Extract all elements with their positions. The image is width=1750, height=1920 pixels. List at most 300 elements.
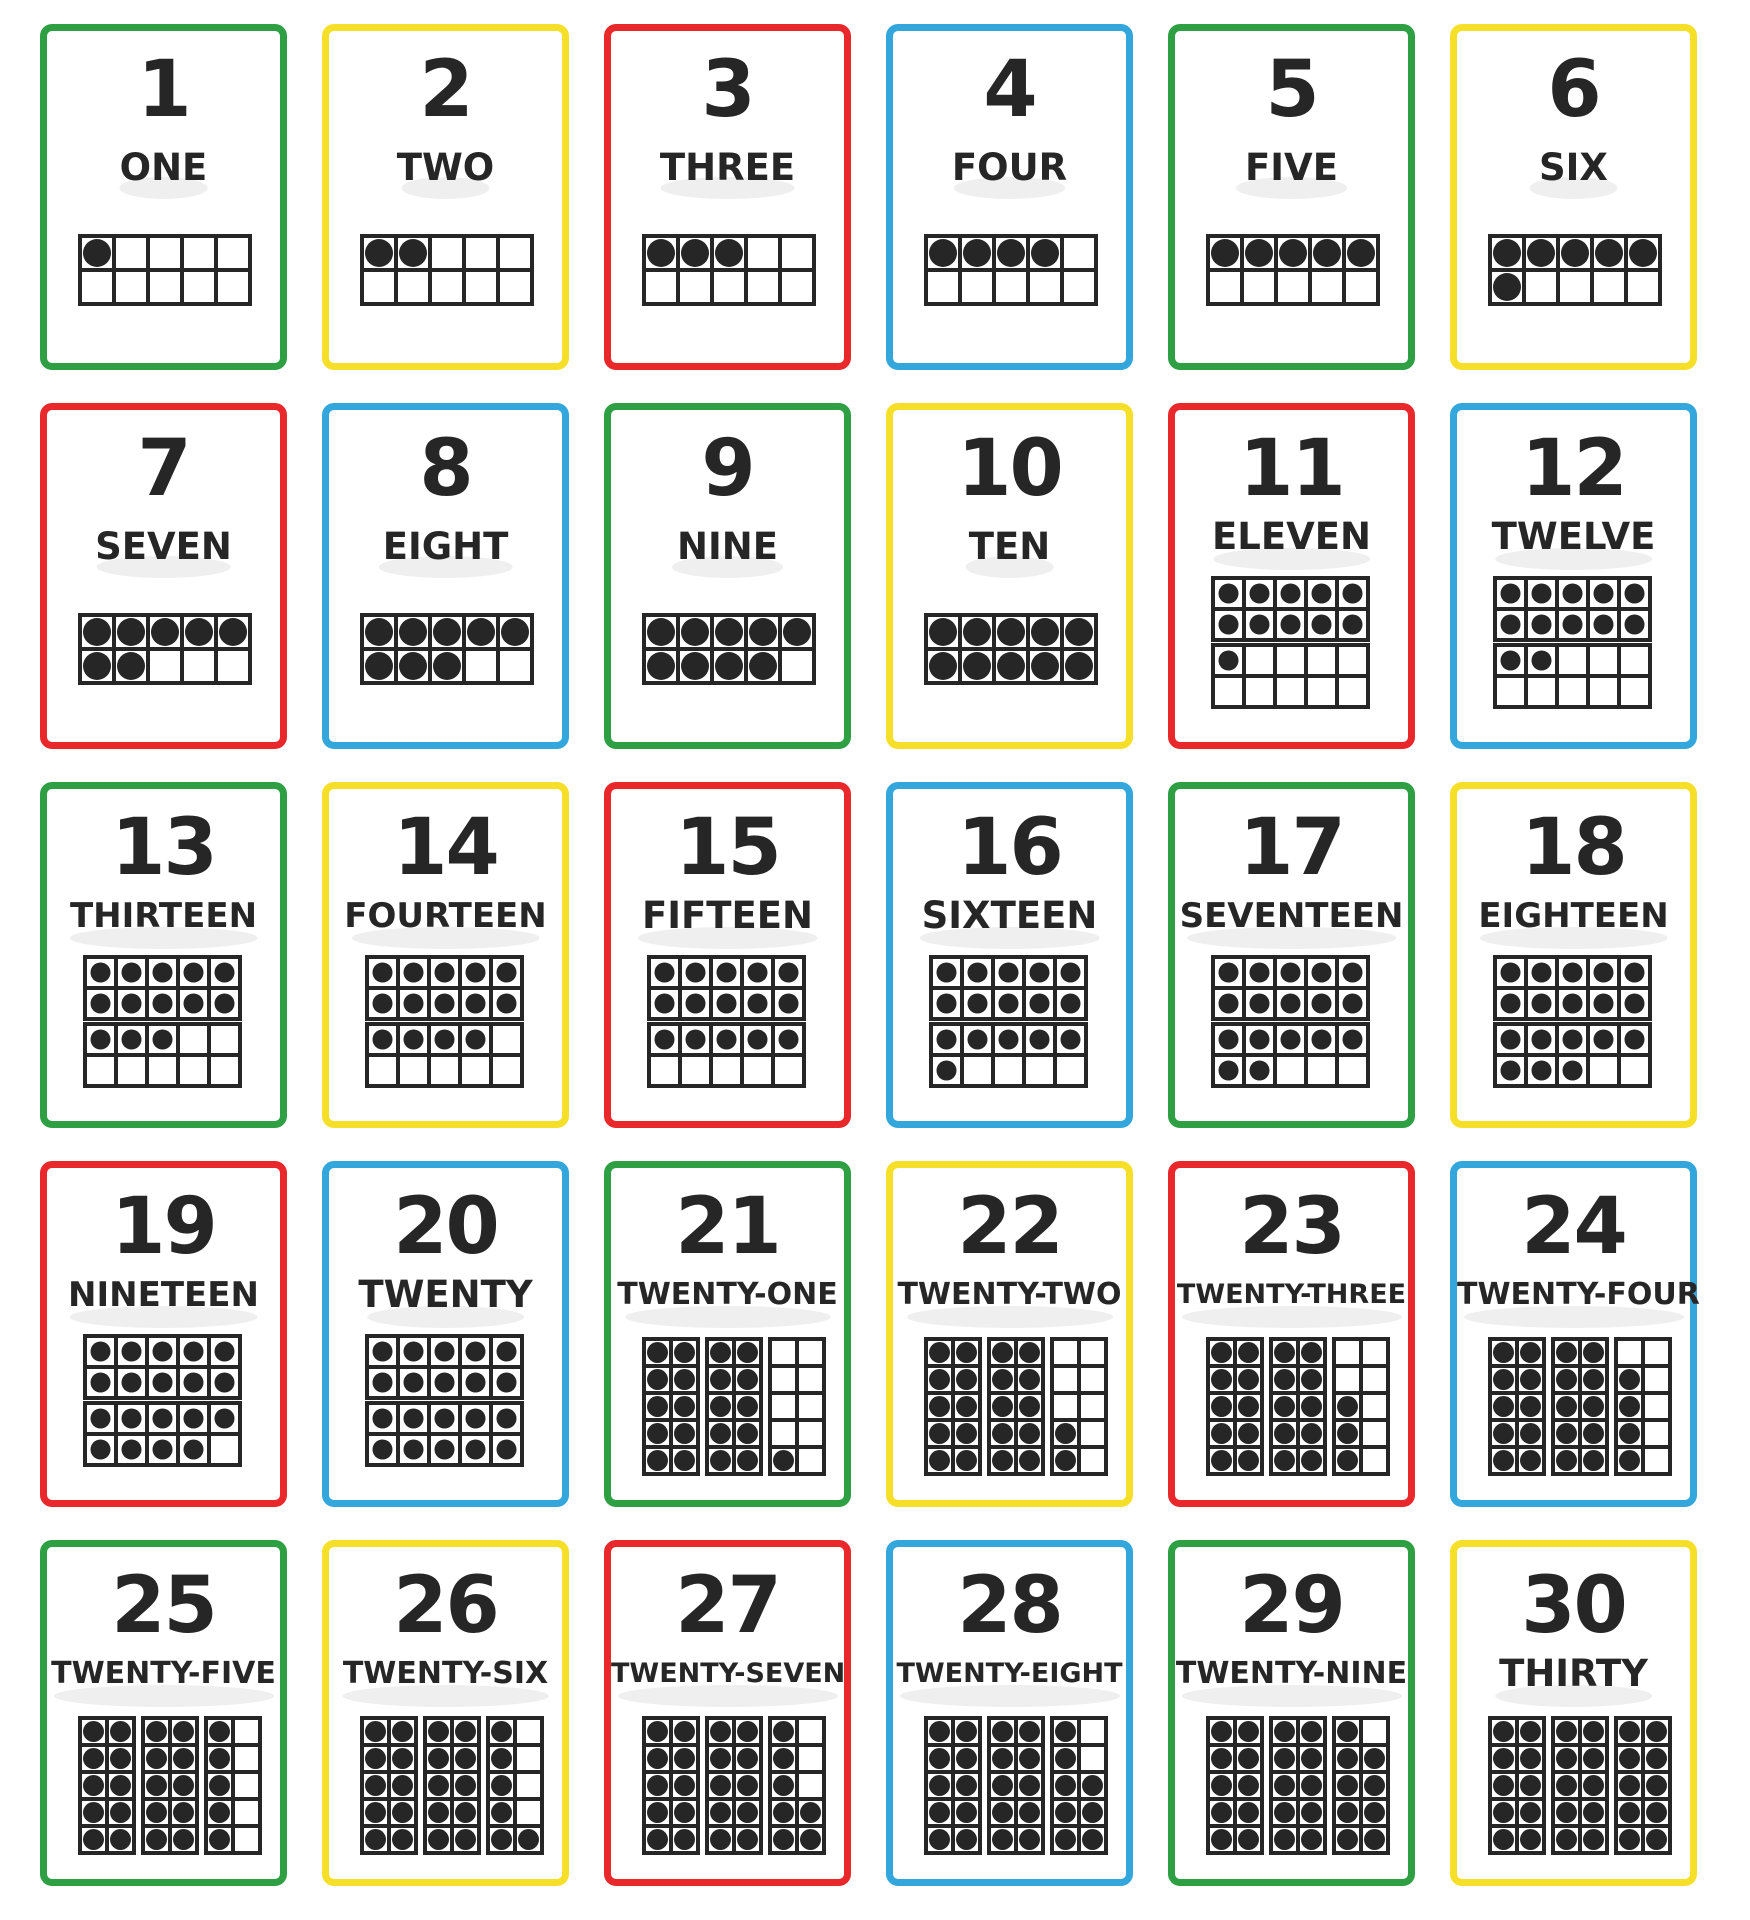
counter-dot [1501, 963, 1521, 983]
counter-dot [1337, 1721, 1358, 1742]
counter-dot [83, 1748, 104, 1769]
counter-dot [1055, 1829, 1076, 1850]
counter-dot [1219, 1061, 1239, 1081]
counter-dot [1238, 1423, 1259, 1444]
number-card [40, 1161, 287, 1507]
card-numeral: 21 [675, 1182, 780, 1272]
counter-dot [1019, 1829, 1040, 1850]
counter-dot [491, 1721, 512, 1742]
ten-frame-area [47, 1547, 280, 1879]
ten-frame-area [329, 1168, 562, 1500]
ten-frame-area [1175, 410, 1408, 742]
counter-dot [968, 994, 988, 1014]
counter-dot [710, 1829, 731, 1850]
counter-dot [433, 652, 461, 680]
ten-frame-area [329, 789, 562, 1121]
counter-dot [686, 963, 706, 983]
ten-frame-area [47, 789, 280, 1121]
ten-frame [362, 1718, 416, 1853]
counter-dot [773, 1450, 794, 1471]
card-number-word: TWENTY-THREE [1176, 1279, 1407, 1310]
counter-dot [800, 1829, 821, 1850]
ten-frame [1616, 1718, 1670, 1853]
ten-frame [1208, 236, 1378, 304]
number-card [1450, 403, 1697, 749]
counter-dot [992, 1748, 1013, 1769]
ten-frame [1208, 1339, 1262, 1474]
counter-dot [153, 1440, 173, 1460]
counter-dot [1583, 1802, 1604, 1823]
counter-dot [773, 1802, 794, 1823]
ten-frame-area [1457, 410, 1690, 742]
card-numeral: 11 [1239, 424, 1344, 514]
counter-dot [373, 1342, 393, 1362]
counter-dot [428, 1721, 449, 1742]
number-card [322, 24, 569, 370]
card-numeral: 29 [1239, 1561, 1344, 1651]
counter-dot [1019, 1396, 1040, 1417]
counter-dot [1238, 1396, 1259, 1417]
counter-dot [1274, 1450, 1295, 1471]
counter-dot [404, 963, 424, 983]
counter-dot [466, 1373, 486, 1393]
counter-dot [1211, 1450, 1232, 1471]
counter-dot [497, 1342, 517, 1362]
counter-dot [1532, 994, 1552, 1014]
counter-dot [1532, 963, 1552, 983]
counter-dot [184, 1373, 204, 1393]
ten-frame-area [1175, 31, 1408, 363]
ten-frame [770, 1339, 824, 1474]
counter-dot [1501, 615, 1521, 635]
counter-dot [1082, 1829, 1103, 1850]
counter-dot [215, 1342, 235, 1362]
counter-dot [737, 1342, 758, 1363]
ten-frame [1490, 1718, 1544, 1853]
counter-dot [1556, 1450, 1577, 1471]
counter-dot [737, 1721, 758, 1742]
counter-dot [91, 963, 111, 983]
counter-dot [110, 1775, 131, 1796]
counter-dot [1238, 1748, 1259, 1769]
ten-frame-area [1175, 1168, 1408, 1500]
ten-frame [1495, 1024, 1650, 1086]
counter-dot [1337, 1802, 1358, 1823]
ten-frame-area [611, 31, 844, 363]
counter-dot [1619, 1775, 1640, 1796]
counter-dot [1520, 1369, 1541, 1390]
counter-dot [997, 618, 1025, 646]
counter-dot [365, 1802, 386, 1823]
ten-frame [926, 1339, 980, 1474]
counter-dot [373, 963, 393, 983]
counter-dot [1337, 1748, 1358, 1769]
counter-dot [1364, 1775, 1385, 1796]
ten-frame [926, 236, 1096, 304]
card-numeral: 17 [1239, 803, 1344, 893]
counter-dot [655, 994, 675, 1014]
ten-frame-area [1175, 1547, 1408, 1879]
ten-frame-area [1175, 789, 1408, 1121]
counter-dot [146, 1775, 167, 1796]
counter-dot [1301, 1829, 1322, 1850]
counter-dot [1219, 1030, 1239, 1050]
counter-dot [404, 1409, 424, 1429]
number-card [886, 1161, 1133, 1507]
counter-dot [1646, 1775, 1667, 1796]
counter-dot [929, 1450, 950, 1471]
counter-dot [674, 1450, 695, 1471]
card-numeral: 23 [1239, 1182, 1344, 1272]
ten-frame-area [893, 1168, 1126, 1500]
card-number-word: FOUR [951, 146, 1068, 189]
counter-dot [992, 1396, 1013, 1417]
card-number-word: SEVENTEEN [1179, 896, 1404, 936]
counter-dot [184, 1409, 204, 1429]
counter-dot [365, 239, 393, 267]
counter-dot [929, 652, 957, 680]
card-number-word: TWENTY-NINE [1175, 1656, 1408, 1691]
counter-dot [497, 1440, 517, 1460]
counter-dot [1493, 1721, 1514, 1742]
counter-dot [956, 1775, 977, 1796]
counter-dot [956, 1748, 977, 1769]
card-number-word: NINE [677, 525, 778, 568]
ten-frame [931, 957, 1086, 1019]
card-numeral: 27 [675, 1561, 780, 1651]
card-number-word: THREE [659, 146, 796, 189]
ten-frame [1553, 1718, 1607, 1853]
counter-dot [373, 1030, 393, 1050]
counter-dot [1364, 1829, 1385, 1850]
number-card [322, 403, 569, 749]
card-numeral: 26 [393, 1561, 498, 1651]
counter-dot [968, 963, 988, 983]
counter-dot [1646, 1829, 1667, 1850]
counter-dot [1583, 1369, 1604, 1390]
counter-dot [455, 1829, 476, 1850]
ten-frame [362, 236, 532, 304]
counter-dot [435, 994, 455, 1014]
counter-dot [1250, 584, 1270, 604]
counter-dot [783, 618, 811, 646]
counter-dot [1493, 1802, 1514, 1823]
counter-dot [1301, 1775, 1322, 1796]
number-card [1450, 24, 1697, 370]
counter-dot [1619, 1721, 1640, 1742]
ten-frame [425, 1718, 479, 1853]
counter-dot [1219, 584, 1239, 604]
counter-dot [1595, 239, 1623, 267]
counter-dot [992, 1342, 1013, 1363]
counter-dot [1629, 239, 1657, 267]
counter-dot [1030, 994, 1050, 1014]
counter-dot [428, 1802, 449, 1823]
ten-frame [367, 1336, 522, 1398]
counter-dot [647, 652, 675, 680]
counter-dot [435, 1409, 455, 1429]
counter-dot [466, 1440, 486, 1460]
counter-dot [1082, 1802, 1103, 1823]
counter-dot [1055, 1748, 1076, 1769]
number-card [604, 782, 851, 1128]
counter-dot [404, 1440, 424, 1460]
counter-dot [956, 1721, 977, 1742]
counter-dot [91, 1440, 111, 1460]
counter-dot [1625, 963, 1645, 983]
counter-dot [647, 1342, 668, 1363]
counter-dot [1031, 618, 1059, 646]
counter-dot [153, 994, 173, 1014]
counter-dot [1238, 1450, 1259, 1471]
counter-dot [655, 1030, 675, 1050]
number-card [1168, 782, 1415, 1128]
counter-dot [1031, 239, 1059, 267]
ten-frame [1495, 645, 1650, 707]
counter-dot [647, 1802, 668, 1823]
counter-dot [173, 1748, 194, 1769]
counter-dot [1238, 1829, 1259, 1850]
counter-dot [997, 652, 1025, 680]
counter-dot [1274, 1829, 1295, 1850]
counter-dot [1563, 963, 1583, 983]
counter-dot [1313, 239, 1341, 267]
ten-frame [367, 1403, 522, 1465]
counter-dot [674, 1775, 695, 1796]
counter-dot [737, 1369, 758, 1390]
counter-dot [674, 1721, 695, 1742]
number-card [604, 403, 851, 749]
counter-dot [937, 994, 957, 1014]
counter-dot [146, 1829, 167, 1850]
flashcard-grid [40, 24, 1708, 1904]
counter-dot [1563, 994, 1583, 1014]
counter-dot [1274, 1342, 1295, 1363]
card-numeral: 1 [137, 45, 190, 135]
counter-dot [1556, 1721, 1577, 1742]
counter-dot [1583, 1775, 1604, 1796]
counter-dot [215, 1409, 235, 1429]
card-numeral: 13 [111, 803, 216, 893]
counter-dot [1337, 1829, 1358, 1850]
counter-dot [956, 1829, 977, 1850]
counter-dot [717, 1030, 737, 1050]
counter-dot [1364, 1802, 1385, 1823]
counter-dot [968, 1030, 988, 1050]
counter-dot [929, 1342, 950, 1363]
card-numeral: 15 [675, 803, 780, 893]
counter-dot [1019, 1369, 1040, 1390]
counter-dot [209, 1802, 230, 1823]
counter-dot [173, 1802, 194, 1823]
number-card [1168, 403, 1415, 749]
card-number-word: FIFTEEN [641, 894, 814, 937]
counter-dot [686, 994, 706, 1014]
card-numeral: 8 [419, 424, 472, 514]
counter-dot [992, 1369, 1013, 1390]
counter-dot [1556, 1342, 1577, 1363]
counter-dot [1501, 1061, 1521, 1081]
ten-frame [1490, 236, 1660, 304]
counter-dot [1274, 1396, 1295, 1417]
counter-dot [710, 1748, 731, 1769]
counter-dot [1594, 584, 1614, 604]
counter-dot [399, 618, 427, 646]
counter-dot [1030, 1030, 1050, 1050]
card-number-word: TWENTY-EIGHT [896, 1658, 1123, 1689]
counter-dot [365, 618, 393, 646]
number-card [40, 1540, 287, 1886]
ten-frame [707, 1339, 761, 1474]
counter-dot [392, 1802, 413, 1823]
counter-dot [491, 1829, 512, 1850]
ten-frame-area [611, 410, 844, 742]
ten-frame-area [893, 1547, 1126, 1879]
counter-dot [110, 1829, 131, 1850]
ten-frame [85, 957, 240, 1019]
counter-dot [1556, 1423, 1577, 1444]
counter-dot [715, 239, 743, 267]
counter-dot [491, 1748, 512, 1769]
counter-dot [1646, 1721, 1667, 1742]
ten-frame [770, 1718, 824, 1853]
counter-dot [1301, 1369, 1322, 1390]
counter-dot [466, 963, 486, 983]
number-card [40, 403, 287, 749]
counter-dot [91, 994, 111, 1014]
counter-dot [929, 618, 957, 646]
counter-dot [1055, 1802, 1076, 1823]
counter-dot [373, 1440, 393, 1460]
counter-dot [1301, 1802, 1322, 1823]
counter-dot [184, 963, 204, 983]
counter-dot [1646, 1748, 1667, 1769]
number-card [40, 24, 287, 370]
ten-frame [1213, 645, 1368, 707]
ten-frame-area [47, 1168, 280, 1500]
counter-dot [737, 1802, 758, 1823]
counter-dot [497, 963, 517, 983]
counter-dot [1532, 651, 1552, 671]
counter-dot [466, 1409, 486, 1429]
counter-dot [956, 1802, 977, 1823]
counter-dot [1312, 963, 1332, 983]
card-number-word: TWENTY-ONE [617, 1277, 838, 1312]
counter-dot [1532, 1061, 1552, 1081]
ten-frame [1052, 1718, 1106, 1853]
counter-dot [1301, 1423, 1322, 1444]
counter-dot [992, 1423, 1013, 1444]
counter-dot [1556, 1396, 1577, 1417]
ten-frame [85, 1403, 240, 1465]
card-numeral: 16 [957, 803, 1062, 893]
counter-dot [681, 652, 709, 680]
counter-dot [404, 1342, 424, 1362]
counter-dot [647, 1450, 668, 1471]
ten-frame [367, 1024, 522, 1086]
ten-frame [644, 1339, 698, 1474]
counter-dot [455, 1802, 476, 1823]
counter-dot [1520, 1775, 1541, 1796]
counter-dot [956, 1450, 977, 1471]
counter-dot [392, 1748, 413, 1769]
card-number-word: TWELVE [1491, 515, 1656, 558]
card-number-word: FIVE [1245, 146, 1338, 189]
counter-dot [1583, 1829, 1604, 1850]
card-number-word: FOURTEEN [344, 896, 547, 936]
counter-dot [455, 1721, 476, 1742]
counter-dot [173, 1775, 194, 1796]
counter-dot [1211, 1775, 1232, 1796]
ten-frame [644, 236, 814, 304]
counter-dot [1520, 1396, 1541, 1417]
card-numeral: 6 [1547, 45, 1600, 135]
card-number-word: THIRTY [1499, 1652, 1648, 1695]
counter-dot [215, 963, 235, 983]
ten-frame [143, 1718, 197, 1853]
ten-frame [85, 1336, 240, 1398]
card-number-word: THIRTEEN [69, 896, 258, 936]
counter-dot [1312, 615, 1332, 635]
counter-dot [1065, 652, 1093, 680]
counter-dot [83, 1829, 104, 1850]
counter-dot [1561, 239, 1589, 267]
counter-dot [173, 1829, 194, 1850]
counter-dot [91, 1030, 111, 1050]
counter-dot [937, 1030, 957, 1050]
card-number-word: ELEVEN [1211, 515, 1371, 558]
ten-frame [80, 615, 250, 683]
counter-dot [779, 1030, 799, 1050]
counter-dot [1625, 584, 1645, 604]
counter-dot [91, 1409, 111, 1429]
card-numeral: 7 [137, 424, 190, 514]
counter-dot [1274, 1423, 1295, 1444]
counter-dot [956, 1423, 977, 1444]
number-card [1450, 782, 1697, 1128]
card-number-word: TWENTY [358, 1273, 533, 1316]
counter-dot [153, 1030, 173, 1050]
counter-dot [122, 1373, 142, 1393]
counter-dot [1501, 651, 1521, 671]
ten-frame [1271, 1339, 1325, 1474]
card-numeral: 25 [111, 1561, 216, 1651]
counter-dot [146, 1721, 167, 1742]
counter-dot [681, 239, 709, 267]
counter-dot [435, 1440, 455, 1460]
counter-dot [1493, 239, 1521, 267]
counter-dot [110, 1748, 131, 1769]
counter-dot [466, 994, 486, 1014]
counter-dot [1343, 1030, 1363, 1050]
counter-dot [1250, 1061, 1270, 1081]
counter-dot [1343, 994, 1363, 1014]
counter-dot [122, 1409, 142, 1429]
counter-dot [1594, 963, 1614, 983]
counter-dot [1301, 1342, 1322, 1363]
counter-dot [674, 1342, 695, 1363]
counter-dot [1625, 615, 1645, 635]
ten-frame-area [1457, 789, 1690, 1121]
counter-dot [1520, 1721, 1541, 1742]
counter-dot [956, 1396, 977, 1417]
ten-frame [80, 236, 250, 304]
counter-dot [1250, 615, 1270, 635]
counter-dot [428, 1748, 449, 1769]
ten-frame-area [1457, 1547, 1690, 1879]
counter-dot [710, 1450, 731, 1471]
counter-dot [1520, 1802, 1541, 1823]
